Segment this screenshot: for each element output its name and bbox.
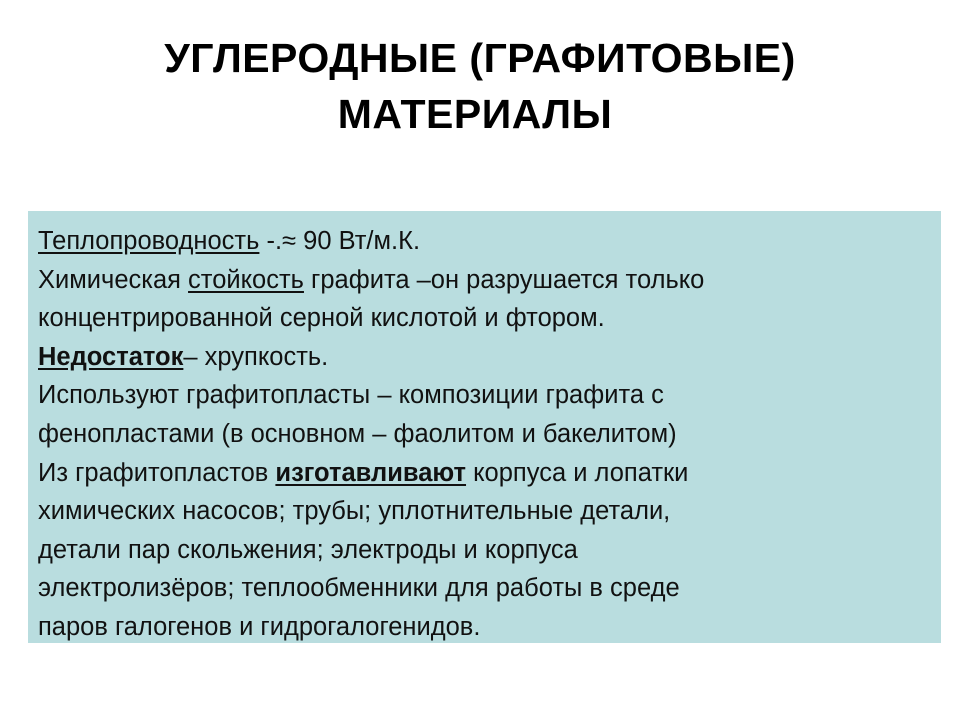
manufacture-suffix: корпуса и лопатки (466, 458, 689, 487)
paragraph-chemical-resistance-line-1 (38, 261, 931, 300)
term-manufacture: изготавливают (275, 458, 467, 487)
chemical-resistance-prefix: Химическая (38, 265, 189, 294)
paragraph-manufacture-line-1 (38, 454, 931, 493)
title-line-1: УГЛЕРОДНЫЕ (ГРАФИТОВЫЕ) (164, 35, 796, 81)
slide-title (0, 30, 960, 142)
paragraph-manufacture-line-2: химических насосов; трубы; уплотнительные детали, (38, 497, 671, 526)
paragraph-manufacture-line-3: детали пар скольжения; электроды и корпуса (38, 535, 578, 564)
paragraph-graphitoplasts-line-2: фенопластами (в основном – фаолитом и бакелитом) (38, 419, 677, 448)
paragraph-graphitoplasts-line-1: Используют графитопласты – композиции графита с (38, 381, 664, 410)
chemical-resistance-suffix: графита –он разрушается только (303, 265, 705, 294)
paragraph-manufacture-line-4: электролизёров; теплообменники для работы в среде (38, 574, 680, 603)
paragraph-drawback (38, 338, 931, 377)
term-drawback: Недостаток (38, 342, 184, 371)
paragraph-chemical-resistance-line-2: концентрированной серной кислотой и фтором. (38, 304, 605, 333)
paragraph-thermal-conductivity (38, 222, 931, 261)
drawback-text: – хрупкость. (183, 342, 329, 371)
term-resistance: стойкость (188, 265, 304, 294)
title-line-2: МАТЕРИАЛЫ (337, 91, 613, 137)
manufacture-prefix: Из графитопластов (38, 458, 276, 487)
paragraph-manufacture-line-5: паров галогенов и гидрогалогенидов. (38, 612, 481, 641)
thermal-conductivity-value: -.≈ 90 Вт/м.К. (259, 227, 421, 255)
term-thermal-conductivity: Теплопроводность (38, 227, 260, 255)
content-box (28, 211, 941, 643)
